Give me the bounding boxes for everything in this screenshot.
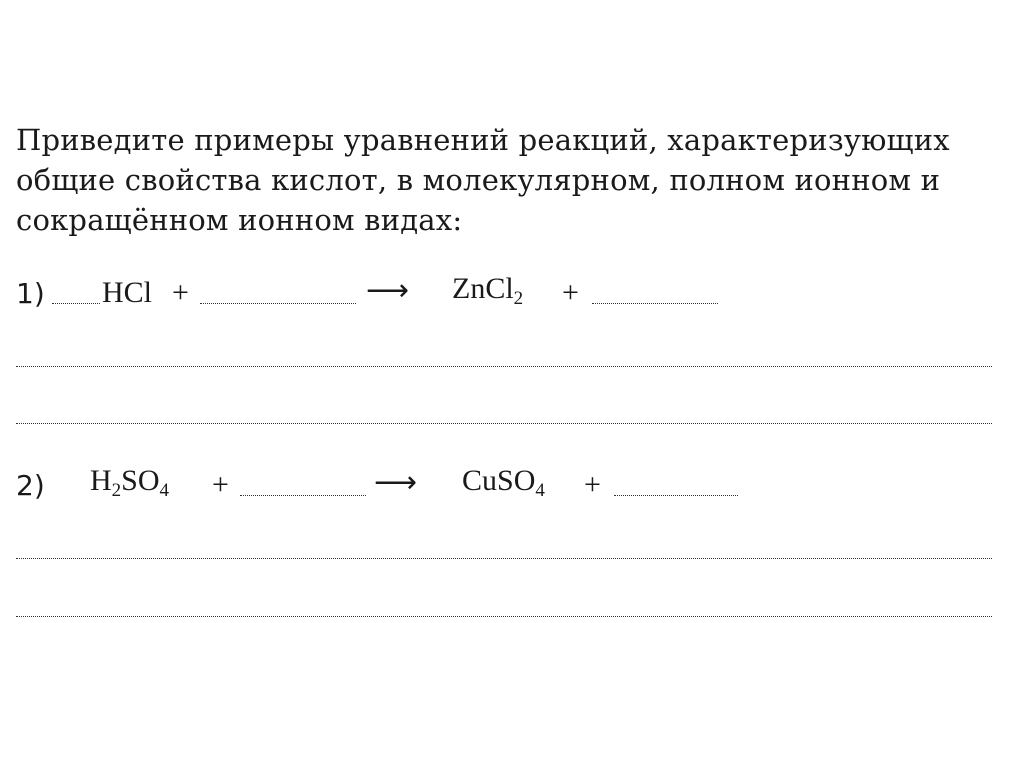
plus-sign: +: [172, 276, 189, 309]
reactant-blank[interactable]: [240, 495, 366, 496]
equation-number: 1): [16, 277, 45, 310]
answer-line[interactable]: [16, 616, 992, 617]
product-blank[interactable]: [592, 303, 718, 304]
plus-sign: +: [562, 276, 579, 309]
answer-line[interactable]: [16, 558, 992, 559]
product-formula: [452, 272, 523, 310]
reactant-formula: [90, 464, 169, 502]
reactant-text-2: SO: [121, 464, 160, 497]
answer-line[interactable]: [16, 366, 992, 367]
product-subscript: 2: [513, 288, 524, 309]
reactant-subscript: 2: [111, 480, 122, 501]
task-line-3: сокращённом ионном видах:: [16, 203, 463, 237]
reactant-text: HCl: [102, 276, 153, 309]
product-text: CuSO: [462, 464, 536, 497]
reactant-blank[interactable]: [200, 303, 356, 304]
equation-number: 2): [16, 469, 45, 502]
product-formula: [462, 464, 545, 502]
product-text: ZnCl: [452, 272, 514, 305]
plus-sign: +: [212, 468, 229, 501]
equation-2: [16, 462, 1006, 502]
task-line-1: Приведите примеры уравнений реакций, характеризующих: [16, 123, 950, 157]
product-subscript: 4: [535, 480, 545, 501]
reaction-arrow: ⟶: [374, 465, 418, 500]
product-blank[interactable]: [614, 495, 738, 496]
reaction-arrow: ⟶: [366, 273, 410, 308]
answer-line[interactable]: [16, 423, 992, 424]
reactant-subscript-2: 4: [159, 480, 170, 501]
coefficient-blank[interactable]: [52, 303, 100, 304]
reactant-text: H: [90, 464, 112, 497]
task-line-2: общие свойства кислот, в молекулярном, полном ионном и: [16, 163, 941, 197]
equation-1: [16, 270, 1006, 310]
reactant-formula: [102, 276, 152, 310]
task-text: [16, 120, 1006, 240]
plus-sign: +: [584, 468, 601, 501]
